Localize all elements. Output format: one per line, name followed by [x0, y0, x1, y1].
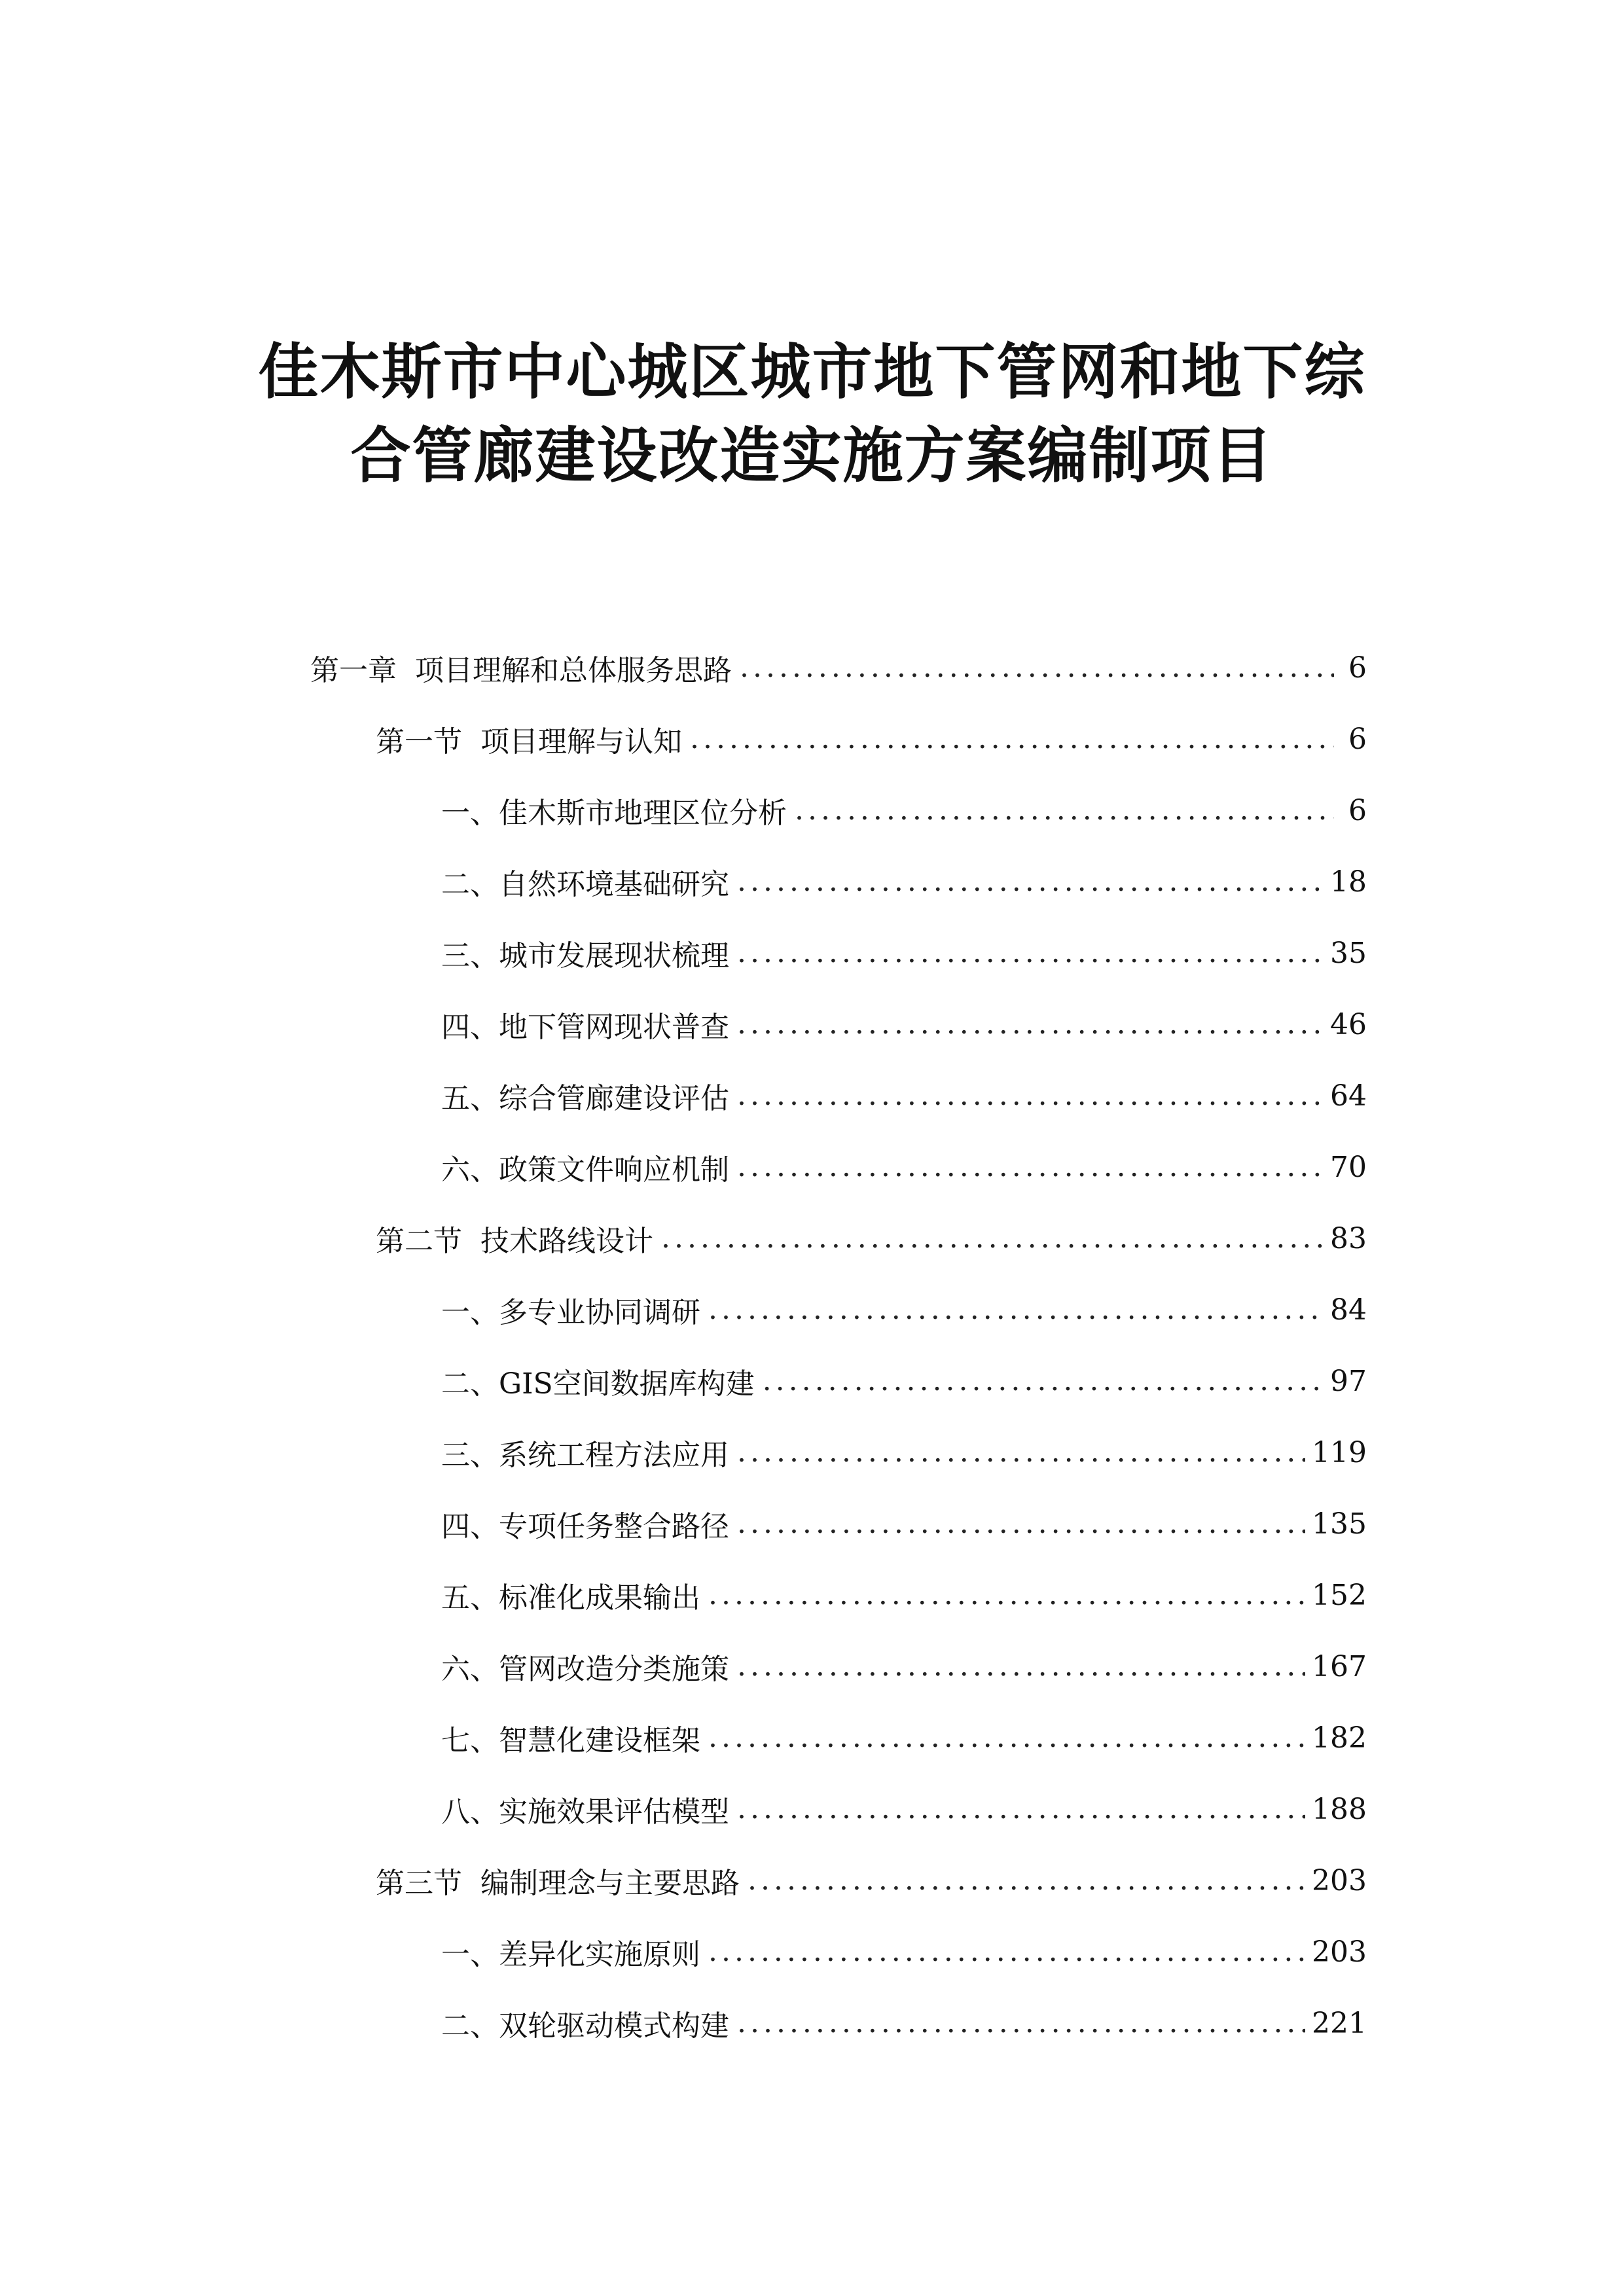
toc-label: 技术路线设计 — [480, 1225, 653, 1258]
toc-leader-dots — [708, 1723, 1305, 1752]
toc-leader-dots — [737, 1652, 1305, 1681]
toc-entry-item[interactable] — [441, 791, 1367, 830]
toc-leader-dots — [737, 867, 1324, 896]
toc-marker: 二、 — [441, 868, 499, 901]
toc-entry-item[interactable] — [441, 862, 1367, 901]
toc-leader-dots — [795, 796, 1334, 825]
toc-label: 专项任务整合路径 — [499, 1510, 729, 1543]
toc-marker: 八、 — [441, 1795, 499, 1829]
toc-label: 佳木斯市地理区位分析 — [499, 797, 787, 830]
toc-label: 地下管网现状普查 — [499, 1011, 729, 1044]
toc-marker: 七、 — [441, 1724, 499, 1757]
toc-leader-dots — [737, 1010, 1324, 1039]
toc-label: 项目理解和总体服务思路 — [415, 654, 732, 687]
toc-leader-dots — [737, 2009, 1305, 2037]
toc-leader-dots — [737, 1438, 1305, 1467]
toc-entry-item[interactable] — [441, 1789, 1367, 1829]
toc-marker: 一、 — [441, 1296, 499, 1329]
toc-entry-item[interactable] — [441, 1647, 1367, 1686]
toc-entry-item[interactable] — [441, 1504, 1367, 1543]
toc-page-number: 221 — [1312, 2006, 1367, 2040]
toc-entry-item[interactable] — [441, 933, 1367, 973]
toc-page-number: 46 — [1330, 1007, 1367, 1041]
toc-marker: 五、 — [441, 1581, 499, 1615]
toc-marker: 第一章 — [310, 654, 397, 687]
toc-marker: 四、 — [441, 1510, 499, 1543]
toc-page-number: 6 — [1348, 793, 1367, 827]
toc-page-number: 167 — [1312, 1649, 1367, 1683]
toc-entry-section[interactable] — [376, 719, 1367, 759]
document-title-line-1: 佳木斯市中心城区城市地下管网和地下综 — [258, 337, 1366, 407]
toc-marker: 一、 — [441, 797, 499, 830]
toc-page-number: 18 — [1330, 865, 1367, 899]
toc-marker: 六、 — [441, 1653, 499, 1686]
toc-marker: 第三节 — [376, 1867, 462, 1900]
toc-marker: 三、 — [441, 1439, 499, 1472]
toc-leader-dots — [690, 725, 1334, 753]
toc-leader-dots — [708, 1581, 1305, 1609]
toc-leader-dots — [708, 1937, 1305, 1966]
toc-label: 项目理解与认知 — [480, 725, 682, 759]
toc-label: 城市发展现状梳理 — [499, 939, 729, 973]
toc-page-number: 203 — [1312, 1863, 1367, 1897]
toc-entry-section[interactable] — [376, 1219, 1367, 1258]
toc-leader-dots — [740, 653, 1334, 682]
toc-leader-dots — [737, 1153, 1324, 1181]
toc-page-number: 70 — [1330, 1150, 1367, 1184]
toc-marker: 二、 — [441, 1367, 499, 1401]
toc-label: 管网改造分类施策 — [499, 1653, 729, 1686]
toc-entry-item[interactable] — [441, 1005, 1367, 1044]
toc-page-number: 84 — [1330, 1293, 1367, 1327]
toc-label: 双轮驱动模式构建 — [499, 2009, 729, 2043]
toc-leader-dots — [661, 1224, 1324, 1253]
toc-leader-dots — [737, 1509, 1305, 1538]
toc-label: 标准化成果输出 — [499, 1581, 700, 1615]
toc-page-number: 152 — [1312, 1578, 1367, 1612]
toc-label: 政策文件响应机制 — [499, 1153, 729, 1187]
toc-marker: 三、 — [441, 939, 499, 973]
toc-leader-dots — [763, 1367, 1324, 1395]
toc-page-number: 83 — [1330, 1221, 1367, 1255]
toc-marker: 第二节 — [376, 1225, 462, 1258]
toc-entry-item[interactable] — [441, 1433, 1367, 1472]
toc-entry-item[interactable] — [441, 1290, 1367, 1329]
toc-marker: 六、 — [441, 1153, 499, 1187]
toc-page-number: 135 — [1312, 1507, 1367, 1541]
toc-marker: 第一节 — [376, 725, 462, 759]
toc-label: 编制理念与主要思路 — [480, 1867, 740, 1900]
toc-entry-item[interactable] — [441, 2003, 1367, 2043]
toc-label: 综合管廊建设评估 — [499, 1082, 729, 1115]
toc-leader-dots — [748, 1866, 1305, 1895]
toc-page-number: 6 — [1348, 651, 1367, 685]
toc-leader-dots — [737, 939, 1324, 967]
toc-label: 实施效果评估模型 — [499, 1795, 729, 1829]
toc-leader-dots — [737, 1795, 1305, 1823]
document-title-line-2: 合管廊建设改造实施方案编制项目 — [350, 421, 1274, 491]
toc-label: 系统工程方法应用 — [499, 1439, 729, 1472]
toc-entry-chapter[interactable] — [310, 648, 1367, 687]
toc-marker: 四、 — [441, 1011, 499, 1044]
toc-page-number: 203 — [1312, 1935, 1367, 1969]
toc-page-number: 188 — [1312, 1792, 1367, 1826]
toc-page-number: 6 — [1348, 722, 1367, 756]
toc-entry-item[interactable] — [441, 1718, 1367, 1757]
toc-page-number: 35 — [1330, 936, 1367, 970]
toc-page-number: 64 — [1330, 1079, 1367, 1113]
toc-label: 自然环境基础研究 — [499, 868, 729, 901]
toc-leader-dots — [708, 1295, 1324, 1324]
toc-label: 多专业协同调研 — [499, 1296, 700, 1329]
toc-label: 智慧化建设框架 — [499, 1724, 700, 1757]
toc-label: 差异化实施原则 — [499, 1938, 700, 1971]
toc-page-number: 182 — [1312, 1721, 1367, 1755]
toc-entry-item[interactable] — [441, 1932, 1367, 1971]
toc-entry-item[interactable] — [441, 1076, 1367, 1115]
toc-marker: 五、 — [441, 1082, 499, 1115]
toc-entry-item[interactable] — [441, 1147, 1367, 1187]
toc-page-number: 119 — [1312, 1435, 1367, 1469]
toc-entry-section[interactable] — [376, 1861, 1367, 1900]
toc-page-number: 97 — [1330, 1364, 1367, 1398]
toc-entry-item[interactable] — [441, 1361, 1367, 1401]
toc-marker: 一、 — [441, 1938, 499, 1971]
toc-leader-dots — [737, 1081, 1324, 1110]
toc-label: GIS空间数据库构建 — [499, 1367, 755, 1401]
toc-entry-item[interactable] — [441, 1575, 1367, 1615]
toc-marker: 二、 — [441, 2009, 499, 2043]
